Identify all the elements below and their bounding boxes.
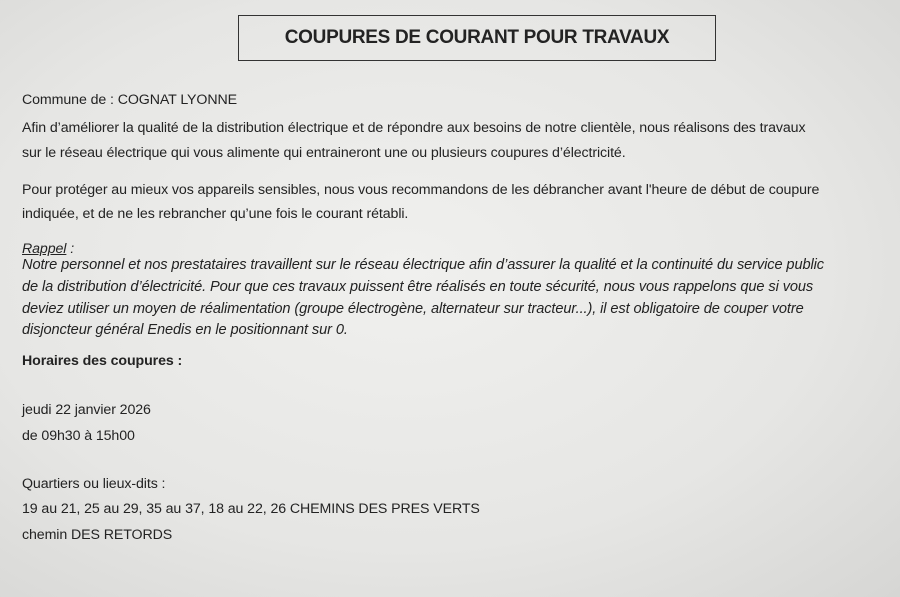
intro-line: Afin d’améliorer la qualité de la distribution électrique et de répondre aux besoins de notre clientèle, nous réalisons des travaux: [22, 120, 806, 136]
rappel-line: Notre personnel et nos prestataires travaillent sur le réseau électrique afin d’assurer la qualité et la continuité du service public: [22, 257, 824, 273]
location-item: chemin DES RETORDS: [22, 527, 173, 543]
rappel-line: deviez utiliser un moyen de réalimentation (groupe électrogène, alternateur sur tracteur...), il est obligatoire de couper votre: [22, 301, 804, 317]
schedule-time: de 09h30 à 15h00: [22, 428, 135, 444]
schedule-heading: Horaires des coupures :: [22, 353, 183, 369]
notice-title: COUPURES DE COURANT POUR TRAVAUX: [238, 15, 716, 61]
rappel-line: disjoncteur général Enedis en le positionnant sur 0.: [22, 322, 348, 338]
commune-line: Commune de : COGNAT LYONNE: [22, 92, 238, 108]
schedule-date: jeudi 22 janvier 2026: [22, 402, 151, 418]
advice-line: Pour protéger au mieux vos appareils sensibles, nous vous recommandons de les débrancher avant l'heure de début de coupure: [22, 182, 820, 198]
advice-line: indiquée, et de ne les rebrancher qu’une fois le courant rétabli.: [22, 206, 409, 222]
locations-heading: Quartiers ou lieux-dits :: [22, 476, 166, 492]
rappel-colon: :: [66, 241, 75, 257]
location-item: 19 au 21, 25 au 29, 35 au 37, 18 au 22, 26 CHEMINS DES PRES VERTS: [22, 501, 480, 517]
rappel-line: de la distribution d’électricité. Pour que ces travaux puissent être réalisés en toute sécurité, nous vous rappelons que si vous: [22, 279, 814, 295]
intro-line: sur le réseau électrique qui vous alimente qui entraineront une ou plusieurs coupures d’électricité.: [22, 145, 626, 161]
rappel-label: Rappel: [22, 241, 67, 257]
rappel-heading: [22, 241, 74, 257]
